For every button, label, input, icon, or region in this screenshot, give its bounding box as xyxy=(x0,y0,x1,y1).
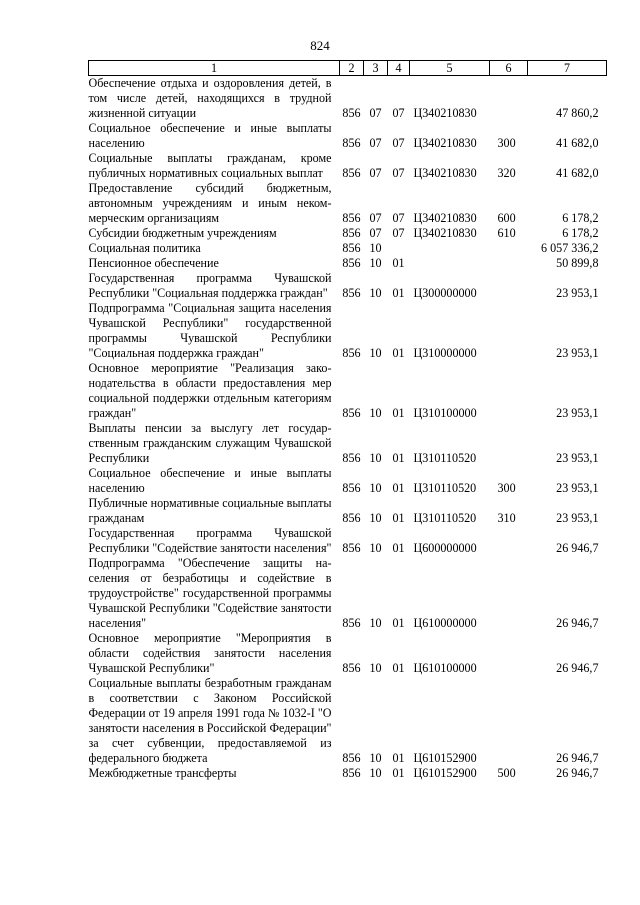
table-row xyxy=(89,271,607,301)
row-subsection: 01 xyxy=(392,346,405,360)
row-amount: 50 899,8 xyxy=(556,256,599,270)
row-section: 10 xyxy=(369,661,382,675)
row-admin-code: 856 xyxy=(342,511,361,525)
table-row xyxy=(89,361,607,421)
row-admin-code: 856 xyxy=(342,136,361,150)
row-name: Обеспечение отдыха и оздоровления детей, в том числе детей, находящихся в трудной жизненной ситуации xyxy=(88,76,332,120)
table-row xyxy=(89,181,607,226)
row-subsection xyxy=(388,241,410,256)
row-expense-type: 310 xyxy=(497,511,516,525)
row-amount: 23 953,1 xyxy=(556,511,599,525)
row-expense-type xyxy=(490,271,528,301)
row-amount: 6 178,2 xyxy=(562,226,599,240)
row-expense-type xyxy=(490,556,528,631)
row-admin-code: 856 xyxy=(342,481,361,495)
row-subsection: 01 xyxy=(392,451,405,465)
row-section: 07 xyxy=(369,211,382,225)
header-col-5: 5 xyxy=(410,61,490,76)
row-subsection: 01 xyxy=(392,766,405,780)
row-subsection: 01 xyxy=(392,661,405,675)
header-col-7: 7 xyxy=(528,61,607,76)
table-row xyxy=(89,631,607,676)
row-amount: 6 057 336,2 xyxy=(541,241,599,255)
row-section: 10 xyxy=(369,766,382,780)
header-row xyxy=(89,61,607,76)
row-subsection: 07 xyxy=(392,166,405,180)
row-target-article: Ц340210830 xyxy=(413,136,477,150)
row-amount: 23 953,1 xyxy=(556,346,599,360)
header-col-6: 6 xyxy=(490,61,528,76)
row-amount: 26 946,7 xyxy=(556,751,599,765)
row-section: 10 xyxy=(369,541,382,555)
row-section: 10 xyxy=(369,481,382,495)
table-row xyxy=(89,556,607,631)
row-subsection: 01 xyxy=(392,616,405,630)
row-target-article: Ц310110520 xyxy=(413,481,477,495)
row-target-article xyxy=(410,256,490,271)
row-section: 07 xyxy=(369,106,382,120)
table-row xyxy=(89,496,607,526)
table-row xyxy=(89,301,607,361)
row-section: 10 xyxy=(369,511,382,525)
row-target-article: Ц610000000 xyxy=(413,616,477,630)
row-expense-type xyxy=(490,361,528,421)
row-name: Социальное обеспечение и иные выплаты населению xyxy=(88,466,332,495)
row-name: Межбюджетные трансферты xyxy=(88,766,237,780)
row-target-article: Ц310000000 xyxy=(413,346,477,360)
row-section: 07 xyxy=(369,166,382,180)
table-row xyxy=(89,241,607,256)
row-expense-type xyxy=(490,421,528,466)
row-admin-code: 856 xyxy=(342,346,361,360)
row-target-article: Ц340210830 xyxy=(413,226,477,240)
row-section: 10 xyxy=(369,256,382,270)
row-subsection: 01 xyxy=(392,481,405,495)
table-row xyxy=(89,421,607,466)
row-admin-code: 856 xyxy=(342,541,361,555)
row-expense-type xyxy=(490,676,528,766)
row-amount: 47 860,2 xyxy=(556,106,599,120)
row-expense-type xyxy=(490,241,528,256)
row-amount: 23 953,1 xyxy=(556,451,599,465)
row-expense-type xyxy=(490,301,528,361)
row-name: Государственная программа Чувашской Республики "Социальная поддержка граждан" xyxy=(88,271,332,300)
row-expense-type: 300 xyxy=(497,136,516,150)
row-target-article: Ц310110520 xyxy=(413,451,477,465)
row-admin-code: 856 xyxy=(342,226,361,240)
row-target-article: Ц340210830 xyxy=(413,106,477,120)
row-amount: 41 682,0 xyxy=(556,136,599,150)
row-admin-code: 856 xyxy=(342,406,361,420)
row-name: Социальное обеспечение и иные выплаты населению xyxy=(88,121,332,150)
row-admin-code: 856 xyxy=(342,616,361,630)
row-subsection: 01 xyxy=(392,541,405,555)
row-section: 07 xyxy=(369,226,382,240)
row-subsection: 07 xyxy=(392,136,405,150)
row-section: 10 xyxy=(369,616,382,630)
row-expense-type: 610 xyxy=(497,226,516,240)
row-amount: 26 946,7 xyxy=(556,616,599,630)
row-target-article: Ц310110520 xyxy=(413,511,477,525)
row-section: 10 xyxy=(369,286,382,300)
row-expense-type: 500 xyxy=(497,766,516,780)
row-name: Публичные нормативные социальные выплаты гражданам xyxy=(88,496,332,525)
table-row xyxy=(89,226,607,241)
row-expense-type xyxy=(490,631,528,676)
table-row xyxy=(89,256,607,271)
row-name: Социальная политика xyxy=(88,241,201,255)
row-target-article: Ц340210830 xyxy=(413,166,477,180)
row-amount: 41 682,0 xyxy=(556,166,599,180)
row-expense-type: 600 xyxy=(497,211,516,225)
row-amount: 6 178,2 xyxy=(562,211,599,225)
header-col-2: 2 xyxy=(340,61,364,76)
row-amount: 23 953,1 xyxy=(556,286,599,300)
row-target-article: Ц610100000 xyxy=(413,661,477,675)
row-admin-code: 856 xyxy=(342,286,361,300)
row-admin-code: 856 xyxy=(342,241,361,255)
row-expense-type: 300 xyxy=(497,481,516,495)
row-subsection: 01 xyxy=(392,751,405,765)
row-amount: 26 946,7 xyxy=(556,766,599,780)
row-section: 10 xyxy=(369,241,382,255)
table-row xyxy=(89,526,607,556)
row-subsection: 07 xyxy=(392,226,405,240)
row-admin-code: 856 xyxy=(342,211,361,225)
row-target-article: Ц310100000 xyxy=(413,406,477,420)
row-target-article: Ц600000000 xyxy=(413,541,477,555)
row-section: 10 xyxy=(369,346,382,360)
row-name: Государственная программа Чувашской Республики "Содействие занятости населения" xyxy=(88,526,332,555)
table-row xyxy=(89,76,607,122)
header-col-3: 3 xyxy=(364,61,388,76)
row-name: Предоставление субсидий бюджетным, автономным учреждениям и иным некоммерческим организациям xyxy=(88,181,332,225)
header-col-4: 4 xyxy=(388,61,410,76)
row-section: 10 xyxy=(369,451,382,465)
row-name: Субсидии бюджетным учреждениям xyxy=(88,226,277,240)
row-name: Социальные выплаты гражданам, кроме публичных нормативных социальных выплат xyxy=(88,151,332,180)
row-admin-code: 856 xyxy=(342,661,361,675)
row-section: 10 xyxy=(369,751,382,765)
row-admin-code: 856 xyxy=(342,766,361,780)
row-target-article xyxy=(410,241,490,256)
row-admin-code: 856 xyxy=(342,166,361,180)
table-row xyxy=(89,121,607,151)
row-admin-code: 856 xyxy=(342,751,361,765)
row-section: 10 xyxy=(369,406,382,420)
table-row xyxy=(89,676,607,766)
row-amount: 26 946,7 xyxy=(556,541,599,555)
row-subsection: 01 xyxy=(392,511,405,525)
row-amount: 23 953,1 xyxy=(556,406,599,420)
budget-table xyxy=(88,60,607,781)
row-subsection: 01 xyxy=(392,406,405,420)
row-name: Пенсионное обеспечение xyxy=(88,256,219,270)
table-row xyxy=(89,466,607,496)
row-name: Выплаты пенсии за выслугу лет государственным гражданским служащим Чувашской Республики xyxy=(88,421,332,465)
row-name: Основное мероприятие "Мероприятия в области содействия занятости населения Чувашской Республики" xyxy=(88,631,332,675)
row-target-article: Ц610152900 xyxy=(413,766,477,780)
row-admin-code: 856 xyxy=(342,256,361,270)
row-name: Подпрограмма "Обеспечение защиты населения от безработицы и содействие в трудоустройстве" государственной программы Чувашской Республики "Содействие занятости населения" xyxy=(88,556,332,630)
table-row xyxy=(89,766,607,781)
row-admin-code: 856 xyxy=(342,451,361,465)
row-target-article: Ц610152900 xyxy=(413,751,477,765)
row-name: Подпрограмма "Социальная защита населения Чувашской Республики" государственной программы Чувашской Республики "Социальная поддержка граждан" xyxy=(88,301,332,360)
row-name: Основное мероприятие "Реализация законодательства в области предоставления мер социальной поддержки отдельным категориям граждан" xyxy=(88,361,332,420)
row-expense-type xyxy=(490,76,528,122)
row-subsection: 01 xyxy=(392,256,405,270)
row-expense-type xyxy=(490,256,528,271)
row-section: 07 xyxy=(369,136,382,150)
row-name: Социальные выплаты безработным гражданам в соответствии с Законом Российской Федерации от 19 апреля 1991 года № 1032-I "О занятости населения в Российской Федерации" за счет субвенции, предоставляемой из федерального бюджета xyxy=(88,676,332,765)
table-row xyxy=(89,151,607,181)
row-amount: 23 953,1 xyxy=(556,481,599,495)
row-subsection: 07 xyxy=(392,211,405,225)
row-admin-code: 856 xyxy=(342,106,361,120)
row-subsection: 07 xyxy=(392,106,405,120)
row-target-article: Ц340210830 xyxy=(413,211,477,225)
row-amount: 26 946,7 xyxy=(556,661,599,675)
page-number: 824 xyxy=(310,38,330,53)
row-subsection: 01 xyxy=(392,286,405,300)
header-col-1: 1 xyxy=(89,61,340,76)
row-expense-type xyxy=(490,526,528,556)
row-target-article: Ц300000000 xyxy=(413,286,477,300)
row-expense-type: 320 xyxy=(497,166,516,180)
